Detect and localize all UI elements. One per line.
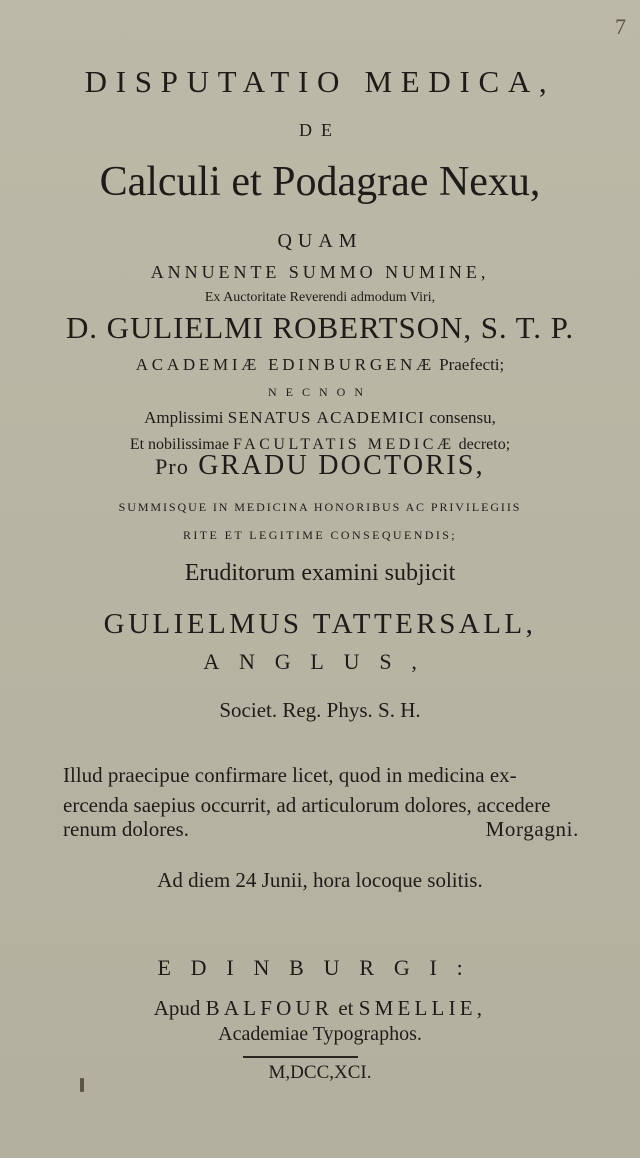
subject-title: Calculi et Podagrae Nexu, bbox=[99, 159, 541, 205]
printer-smellie: SMELLIE, bbox=[358, 996, 487, 1020]
facultatis-caps: FACULTATIS MEDICÆ bbox=[232, 436, 455, 453]
societ-line: Societ. Reg. Phys. S. H. bbox=[219, 698, 421, 722]
pro-word: Pro bbox=[155, 454, 189, 479]
senatus-line bbox=[0, 408, 640, 428]
author-name: GULIELMUS TATTERSALL, bbox=[103, 608, 537, 640]
quote-line-1: Illud praecipue confirmare licet, quod in medicina ex- bbox=[63, 763, 517, 787]
praeses-name: D. GULIELMI ROBERTSON, S. T. P. bbox=[65, 310, 575, 345]
anglus-line: ANGLUS, bbox=[203, 649, 437, 674]
divider-rule bbox=[243, 1056, 358, 1058]
gradu-line bbox=[0, 450, 640, 482]
eruditorum-line: Eruditorum examini subjicit bbox=[184, 560, 456, 586]
quote-author: Morgagni. bbox=[485, 817, 579, 841]
annuente-line: ANNUENTE SUMMO NUMINE, bbox=[150, 262, 490, 282]
senatus-caps: SENATUS ACADEMICI bbox=[227, 408, 426, 427]
summisque-line: SUMMISQUE IN MEDICINA HONORIBUS AC PRIVILEGIIS bbox=[118, 500, 522, 514]
date-line: Ad diem 24 Junii, hora locoque solitis. bbox=[157, 868, 483, 892]
et-word: et bbox=[338, 996, 354, 1020]
auctoritate-line: Ex Auctoritate Reverendi admodum Viri, bbox=[204, 290, 436, 305]
city-line: EDINBURGI: bbox=[157, 955, 483, 980]
apud-word: Apud bbox=[153, 996, 201, 1020]
academiae-line bbox=[0, 355, 640, 375]
quote-text-end: renum dolores. bbox=[63, 817, 189, 841]
senatus-post: consensu, bbox=[429, 408, 496, 427]
facultatis-pre: Et nobilissimae bbox=[129, 436, 229, 453]
senatus-pre: Amplissimi bbox=[144, 408, 224, 427]
necnon-line: NECNON bbox=[268, 385, 372, 399]
main-title: DISPUTATIO MEDICA, bbox=[84, 64, 556, 99]
academiae-caps: ACADEMIÆ EDINBURGENÆ bbox=[135, 355, 435, 374]
quote-line-2: ercenda saepius occurrit, ad articulorum dolores, accedere bbox=[63, 793, 551, 817]
de-line: DE bbox=[299, 120, 341, 140]
printer-balfour: BALFOUR bbox=[205, 996, 334, 1020]
academiae-rest: Praefecti; bbox=[439, 355, 505, 374]
typographos-line: Academiae Typographos. bbox=[218, 1023, 422, 1045]
rite-line: RITE ET LEGITIME CONSEQUENDIS; bbox=[182, 528, 458, 542]
corner-page-mark: 7 bbox=[615, 14, 626, 39]
year-line: M,DCC,XCI. bbox=[268, 1062, 372, 1083]
facultatis-post: decreto; bbox=[458, 436, 511, 453]
ink-stain bbox=[80, 1078, 84, 1092]
printers-line bbox=[0, 996, 640, 1021]
quote-line-3 bbox=[63, 814, 579, 845]
gradu-doctoris: GRADU DOCTORIS, bbox=[198, 450, 485, 481]
quam-line: QUAM bbox=[277, 230, 363, 252]
